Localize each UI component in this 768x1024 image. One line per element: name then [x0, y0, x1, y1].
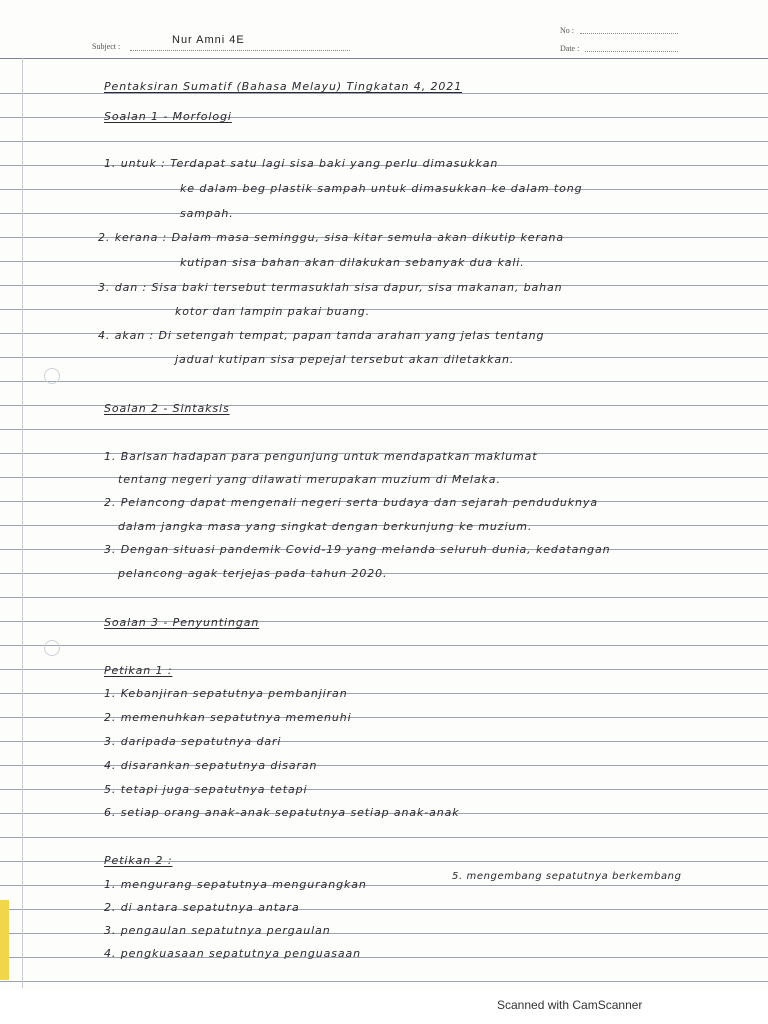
- petikan1-item: 2. memenuhkan sepatutnya memenuhi: [104, 711, 352, 724]
- petikan1-item: 5. tetapi juga sepatutnya tetapi: [104, 783, 308, 796]
- petikan2-item: 4. pengkuasaan sepatutnya penguasaan: [104, 947, 361, 960]
- petikan1-item: 1. Kebanjiran sepatutnya pembanjiran: [104, 687, 348, 700]
- date-label: Date :: [560, 44, 580, 53]
- soalan1-line: jadual kutipan sisa pepejal tersebut akan diletakkan.: [175, 353, 515, 366]
- soalan1-line: 4. akan : Di setengah tempat, papan tanda arahan yang jelas tentang: [98, 329, 545, 342]
- soalan1-line: kutipan sisa bahan akan dilakukan sebanyak dua kali.: [180, 256, 525, 269]
- subject-line: [130, 50, 350, 51]
- top-rule: [0, 58, 768, 59]
- petikan1-item: 4. disarankan sepatutnya disaran: [104, 759, 318, 772]
- subject-value: Nur Amni 4E: [172, 34, 245, 46]
- soalan2-line: 1. Barisan hadapan para pengunjung untuk mendapatkan maklumat: [104, 450, 538, 463]
- soalan1-line: ke dalam beg plastik sampah untuk dimasukkan ke dalam tong: [180, 182, 583, 195]
- soalan1-line: 1. untuk : Terdapat satu lagi sisa baki yang perlu dimasukkan: [104, 157, 499, 170]
- margin-line: [22, 58, 23, 988]
- soalan1-heading: Soalan 1 - Morfologi: [104, 110, 232, 123]
- petikan1-item: 6. setiap orang anak-anak sepatutnya setiap anak-anak: [104, 806, 460, 819]
- date-line: [585, 51, 678, 52]
- soalan2-line: tentang negeri yang dilawati merupakan muzium di Melaka.: [118, 473, 501, 486]
- petikan2-item: 1. mengurang sepatutnya mengurangkan: [104, 878, 367, 891]
- soalan1-line: kotor dan lampin pakai buang.: [175, 305, 371, 318]
- soalan1-line: 3. dan : Sisa baki tersebut termasuklah sisa dapur, sisa makanan, bahan: [98, 281, 563, 294]
- page-header-area: [0, 0, 768, 70]
- page-title: Pentaksiran Sumatif (Bahasa Melayu) Tingkatan 4, 2021: [104, 80, 463, 93]
- petikan1-item: 3. daripada sepatutnya dari: [104, 735, 282, 748]
- petikan2-item: 3. pengaulan sepatutnya pergaulan: [104, 924, 331, 937]
- petikan2-label: Petikan 2 :: [104, 854, 173, 867]
- page-edge-tab: [0, 900, 9, 980]
- no-label: No :: [560, 26, 574, 35]
- soalan1-line: sampah.: [180, 207, 234, 220]
- soalan3-heading: Soalan 3 - Penyuntingan: [104, 616, 260, 629]
- scanner-watermark: Scanned with CamScanner: [497, 998, 643, 1012]
- no-line: [580, 33, 678, 34]
- petikan2-item: 5. mengembang sepatutnya berkembang: [452, 871, 682, 882]
- punch-hole: [44, 640, 60, 656]
- soalan2-heading: Soalan 2 - Sintaksis: [104, 402, 230, 415]
- soalan2-line: pelancong agak terjejas pada tahun 2020.: [118, 567, 388, 580]
- soalan2-line: dalam jangka masa yang singkat dengan berkunjung ke muzium.: [118, 520, 533, 533]
- subject-label: Subject :: [92, 42, 121, 51]
- petikan2-item: 2. di antara sepatutnya antara: [104, 901, 300, 914]
- soalan2-line: 3. Dengan situasi pandemik Covid-19 yang melanda seluruh dunia, kedatangan: [104, 543, 611, 556]
- petikan1-label: Petikan 1 :: [104, 664, 173, 677]
- punch-hole: [44, 368, 60, 384]
- soalan2-line: 2. Pelancong dapat mengenali negeri serta budaya dan sejarah penduduknya: [104, 496, 598, 509]
- soalan1-line: 2. kerana : Dalam masa seminggu, sisa kitar semula akan dikutip kerana: [98, 231, 565, 244]
